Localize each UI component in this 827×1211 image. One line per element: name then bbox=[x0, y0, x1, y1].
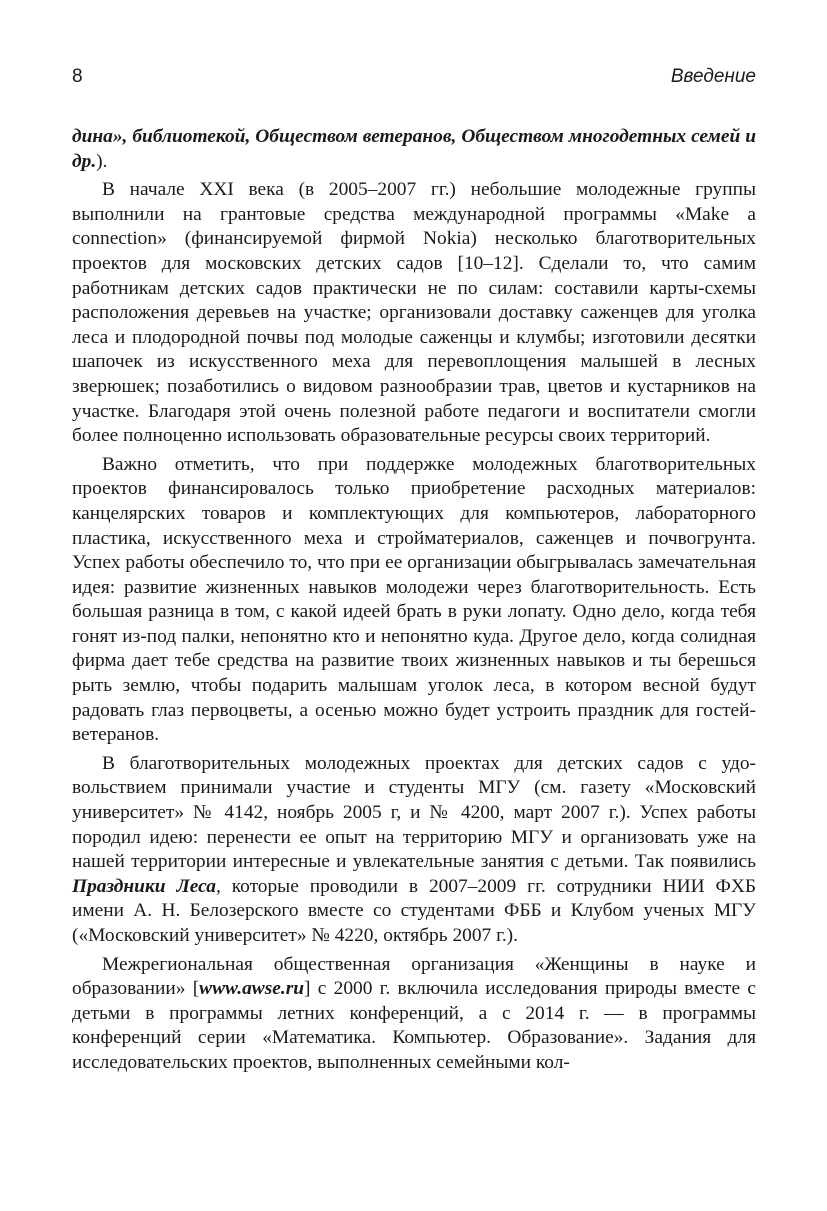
body-text bbox=[72, 125, 756, 1076]
running-head bbox=[72, 66, 756, 94]
paragraph-segment: В начале XXI века (в 2005–2007 гг.) небольшие молодежные группы выполнили на грантовые средства международной программы «Make a connection» (финансируемой фирмой Nokia) несколько благотворительных проектов для московских детских садов [10–12]. Сделали то, что самим работникам детских садов практически не по силам: составили карты-схемы расположения деревьев на участке; организовали доставку саженцев для уголка леса и плодородной почвы под молодые саженцы и клумбы; изготовили десятки шапочек из искусственного меха для перевоплощения малышей в лесных зверюшек; позаботились о видовом разнообразии трав, цветов и кустарников на участке. Благодаря этой очень полезной работе педагоги и воспитатели смогли более полноценно использовать образовательные ресурсы своих территорий. bbox=[72, 179, 756, 447]
paragraph-segment: ] с 2000 г. включила исследования природы вместе с детьми в программы летних конференций, а с 2014 г. — в программы конференций серии «Математика. Компьютер. Образование». Задания для исследовательских проектов, выполненных семейными кол- bbox=[72, 978, 756, 1073]
paragraph bbox=[72, 953, 756, 1076]
paragraph-segment: , которые проводили в 2007–2009 гг. сотрудники НИИ ФХБ имени А. Н. Белозерского вместе со студентами ФББ и Клубом ученых МГУ («Московский университет» № 4220, октябрь 2007 г.). bbox=[72, 875, 756, 946]
paragraph-segment: Важно отметить, что при поддержке молодежных благотворительных проектов финансировалось только приобретение расходных материалов: канцелярских товаров и комплектующих для компьютеров, лабораторного пластика, искусственного меха и стройматериалов, саженцев и почвогрунта. Успех работы обеспечило то, что при ее организации обыгрывалась замечательная идея: развитие жизненных навыков молодежи через благотворительность. Есть большая разница в том, с какой идеей брать в руки лопату. Одно дело, когда тебя гонят из-под палки, непонятно кто и непонятно куда. Другое дело, когда солидная фирма дает тебе средства на развитие твоих жизненных навыков и ты берешься рыть землю, чтобы подарить малышам уголок леса, в котором весной будут радовать глаз первоцветы, а осенью можно будет устроить праздник для гостей-ветеранов. bbox=[72, 453, 756, 746]
paragraph-segment: ). bbox=[96, 150, 108, 172]
paragraph-segment: В благотворительных молодежных проектах для детских садов с удовольствием принимали участие и студенты МГУ (см. газету «Московский университет» № 4142, ноябрь 2005 г, и № 4200, март 2007 г.). Успех работы породил идею: перенести ее опыт на территорию МГУ и организовать уже на нашей территории интересные и увлекательные занятия с детьми. Так появились bbox=[72, 752, 756, 873]
page-number: 8 bbox=[72, 66, 83, 87]
section-title: Введение bbox=[670, 66, 756, 87]
website-reference: www.awse.ru bbox=[199, 978, 305, 1000]
paragraph-segment: дина», библиотекой, Обществом ветеранов, Обществом многодетных семей и др. bbox=[72, 126, 756, 172]
paragraph-segment: Межрегиональная общественная организация «Женщины в науке и образовании» [ bbox=[72, 953, 756, 1000]
paragraph bbox=[72, 453, 756, 748]
paragraph bbox=[72, 178, 756, 449]
paragraph-continuation bbox=[72, 125, 756, 174]
paragraph bbox=[72, 752, 756, 949]
emphasized-term: Праздники Леса bbox=[72, 875, 216, 897]
